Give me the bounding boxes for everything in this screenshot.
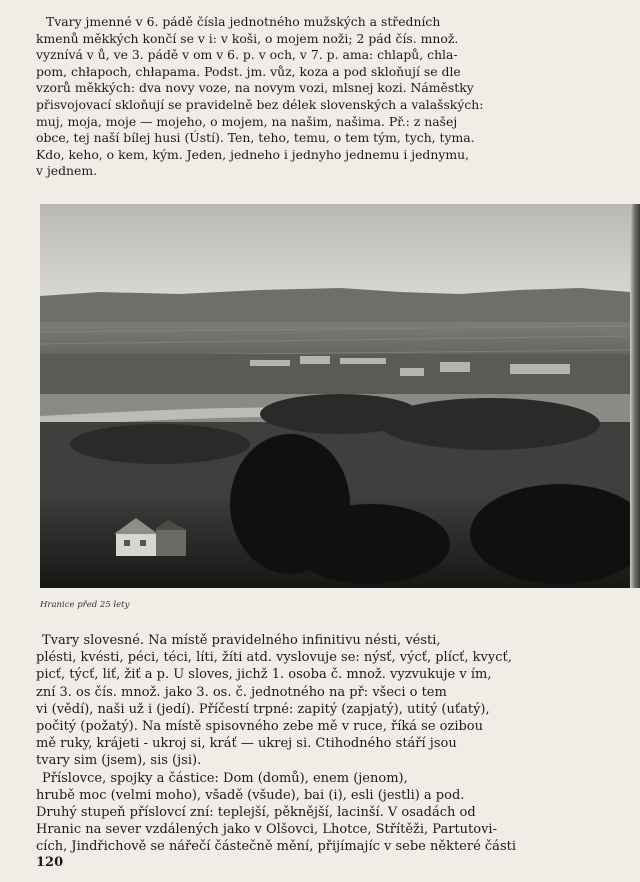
text-line: hrubě moc (velmi moho), všadě (všude), bai (i), esli (jestli) a pod. <box>36 787 465 803</box>
text-line: počitý (požatý). Na místě spisovného zebe mě v ruce, říká se ozibou <box>36 719 483 735</box>
text-line: Druhý stupeň příslovcí zní: teplejší, pěknější, lacinší. V osadách od <box>36 805 476 821</box>
text-line: cích, Jindřichově se nářečí částečně mění, přijímajíc v sebe některé části <box>36 839 516 855</box>
top-paragraph <box>36 14 614 180</box>
text-line: Tvary slovesné. Na místě pravidelného infinitivu nésti, vésti, <box>42 633 441 648</box>
text-line: picť, týcť, liť, žiť a p. U sloves, jichž 1. osoba č. množ. vyzvukuje v ím, <box>36 667 492 683</box>
text-line: pom, chłapoch, chłapama. Podst. jm. vůz, koza a pod skloňují se dle <box>36 63 461 79</box>
photo-caption: Hranice před 25 lety <box>40 600 130 610</box>
text-line: Kdo, keho, o kem, kým. Jeden, jedneho i jednyho jednemu i jednymu, <box>36 146 470 162</box>
text-line: zní 3. os čís. množ. jako 3. os. č. jednotného na př: všeci o tem <box>36 684 447 700</box>
text-line: vzorů měkkých: dva novy voze, na novym vozi, mlsnej kozi. Náměstky <box>36 80 474 96</box>
text-line: v jednem. <box>36 163 98 179</box>
text-line: obce, tej naší bílej husi (Ústí). Ten, teho, temu, o tem tým, tych, tyma. <box>36 130 475 146</box>
text-line: muj, moja, moje — mojeho, o mojem, na našim, našima. Př.: z našej <box>36 113 458 129</box>
adjacent-photo-edge <box>630 204 640 588</box>
text-line: tvary sim (jsem), sis (jsi). <box>36 753 202 769</box>
text-line: kmenů měkkých končí se v i: v koši, o mojem noži; 2 pád čís. množ. <box>36 30 459 46</box>
bottom-paragraph <box>36 632 614 856</box>
text-line: vi (vědí), naši už i (jedí). Příčestí trpné: zapitý (zapjatý), utitý (uťatý), <box>36 701 490 717</box>
text-line: vyznívá v ů, ve 3. pádě v om v 6. p. v och, v 7. p. ama: chlapů, chla- <box>36 47 458 63</box>
text-line: mě ruky, krájeti - ukroj si, kráť — ukrej si. Ctihodného stáří jsou <box>36 736 457 752</box>
text-line: Hranic na sever vzdálených jako v Olšovci, Lhotce, Střítěži, Partutovi- <box>36 822 497 838</box>
text-line: plésti, kvésti, péci, téci, líti, žíti atd. vyslovuje se: nýsť, výcť, plícť, kvycť, <box>36 650 512 666</box>
page-number: 120 <box>36 855 64 870</box>
text-line: přisvojovací skloňují se pravidelně bez délek slovenských a valašských: <box>36 96 484 112</box>
text-line: Příslovce, spojky a částice: Dom (domů), enem (jenom), <box>42 770 408 786</box>
landscape-photo <box>40 204 630 588</box>
landscape-photo-illustration <box>40 204 630 588</box>
text-line: Tvary jmenné v 6. pádě čísla jednotného mužských a středních <box>46 14 441 29</box>
